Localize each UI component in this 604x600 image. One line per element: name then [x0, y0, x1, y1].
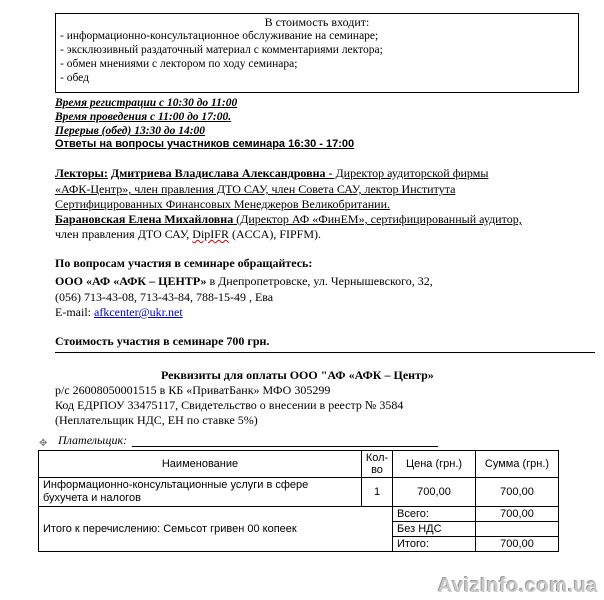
grand-total-label: Итого: [393, 537, 476, 552]
price: Стоимость участия в семинаре 700 грн. [55, 334, 270, 348]
header-qty: Кол-во [362, 451, 393, 478]
lecturer-1-line-2: «АФК-Центр», член правления ДТО САУ, член Совета САУ, лектор Института [55, 182, 456, 196]
payer-input-line [132, 446, 438, 447]
qa-time: Ответы на вопросы участников семинара 16:30 - 17:00 [55, 138, 355, 150]
included-title: В стоимость входит: [264, 15, 370, 29]
table-row [39, 478, 559, 507]
totals-row-1 [39, 507, 559, 522]
contacts-address: в Днепропетровске, ул. Чернышевского, 32, [206, 274, 433, 288]
row-name: Информационно-консультационные услуги в сфере бухучета и налогов [39, 478, 362, 507]
requisites-account: р/с 26008050001515 в КБ «ПриватБанк» МФО 305299 [55, 383, 331, 397]
lecturer-2-line-1 [55, 212, 522, 226]
lecturer-1-line-3: Сертифицированных Финансовых Менеджеров Великобритании. [55, 197, 391, 211]
total-in-words: Итого к перечислению: Семьсот гривен 00 копеек [39, 507, 393, 552]
divider [55, 352, 595, 353]
watermark: AvizInfo.com.ua [437, 575, 598, 597]
row-qty: 1 [362, 478, 393, 507]
requisites-vat: (Неплательщик НДС, ЕН по ставке 5%) [55, 413, 258, 427]
invoice-table [38, 450, 559, 552]
header-name: Наименование [39, 451, 362, 478]
included-item: - информационно-консультационное обслуживание на семинаре; [60, 30, 379, 42]
lecturer-2-dipifr: DipIFR [192, 227, 229, 241]
row-price: 700,00 [393, 478, 476, 507]
total-label: Всего: [393, 507, 476, 522]
email-label: E-mail: [55, 305, 94, 319]
lecturer-1-name: Дмитриева Владислава Александровна [110, 166, 326, 180]
contacts-phones: (056) 713-43-08, 713-43-84, 788-15-49 , Ева [55, 290, 274, 304]
break-time: Перерыв (обед) 13:30 до 14:00 [55, 125, 206, 137]
lecturer-2-name: Барановская Елена Михайловна [55, 212, 234, 226]
header-price: Цена (грн.) [393, 451, 476, 478]
payer-label: Плательщик: [58, 433, 128, 447]
row-sum: 700,00 [476, 478, 559, 507]
contacts-company-line [55, 274, 433, 288]
vat-label: Без НДС [393, 522, 476, 537]
contacts-heading: По вопросам участия в семинаре обращайтесь: [55, 256, 313, 270]
lecturer-2-title: (Директор АФ «ФинЕМ», сертифицированный аудитор, [233, 212, 522, 226]
registration-time: Время регистрации с 10:30 до 11:00 [55, 97, 238, 109]
lecturer-2-affiliation: член правления ДТО САУ, [55, 227, 193, 241]
included-item: - обмен мнениями с лектором по ходу семинара; [60, 58, 298, 70]
requisites-codes: Код ЕДРПОУ 33475117, Свидетельство о внесении в реестр № 3584 [55, 398, 404, 412]
contacts-company: ООО «АФ «АФК – ЦЕНТР» [55, 274, 207, 288]
requisites-title: Реквизиты для оплаты ООО "АФ «АФК – Центр» [161, 368, 434, 382]
lecturer-2-certs: (ACCA), FIPFM). [228, 227, 321, 241]
header-sum: Сумма (грн.) [476, 451, 559, 478]
email-link[interactable]: afkcenter@ukr.net [94, 305, 183, 319]
included-item: - эксклюзивный раздаточный материал с комментариями лектора; [60, 44, 383, 56]
contacts-email-line [55, 305, 183, 319]
lecturer-2-line-2 [55, 227, 321, 241]
included-item: - обед [60, 72, 89, 84]
total-value: 700,00 [476, 507, 559, 522]
lecturers-label: Лекторы: [55, 166, 108, 180]
lecturer-1-title: - Директор аудиторской фирмы [325, 166, 489, 180]
anchor-icon: ✥ [39, 438, 48, 449]
table-header-row [39, 451, 559, 478]
vat-value [476, 522, 559, 537]
session-time: Время проведения с 11:00 до 17:00. [55, 111, 232, 123]
lecturer-1-line-1 [55, 166, 488, 180]
included-box [55, 13, 579, 93]
grand-total-value: 700,00 [476, 537, 559, 552]
